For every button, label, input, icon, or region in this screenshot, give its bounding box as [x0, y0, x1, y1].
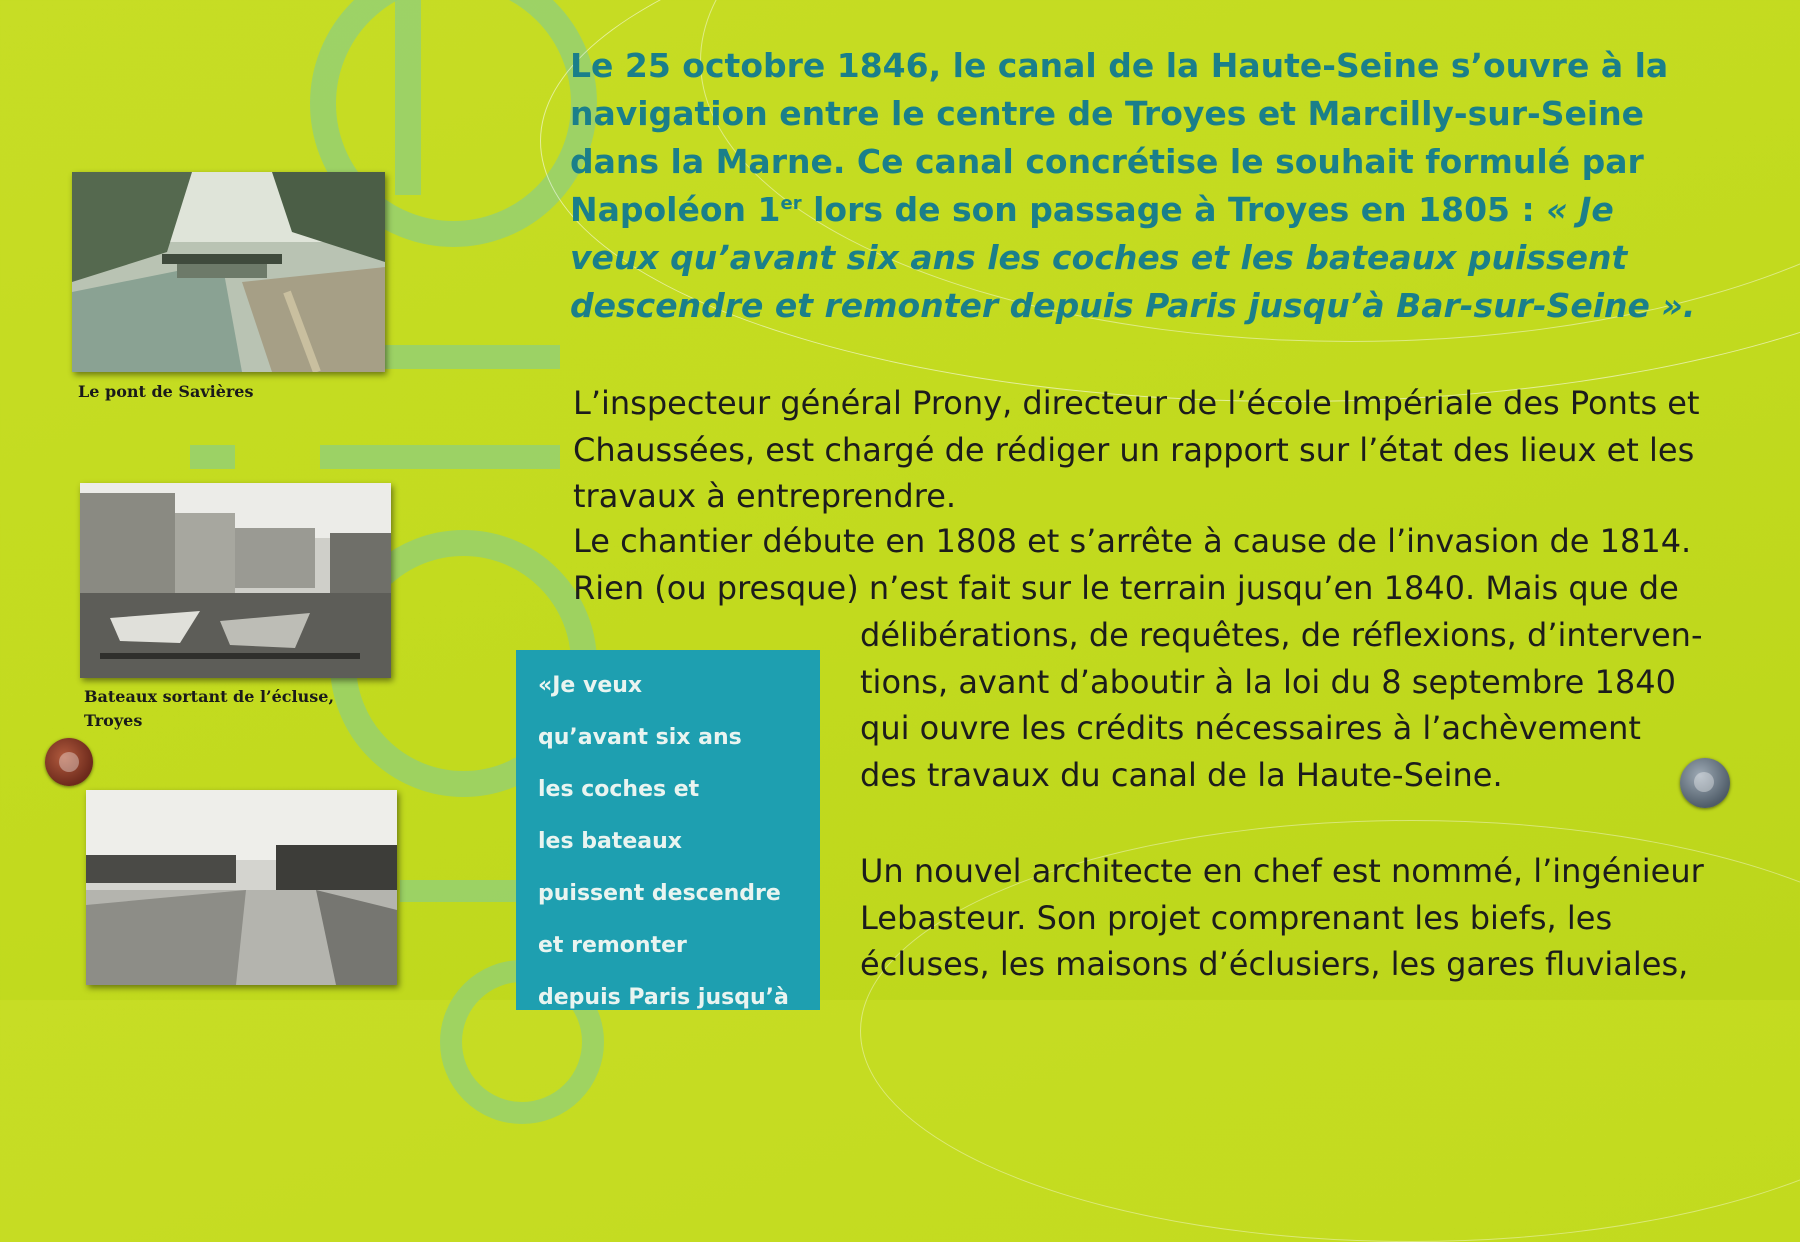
decorative-bar — [190, 445, 235, 469]
decorative-bar — [395, 0, 421, 195]
quote-line: les bateaux — [538, 829, 682, 854]
quote-line: et remonter — [538, 933, 687, 958]
photo-caption: Bateaux sortant de l’écluse, Troyes — [84, 687, 335, 730]
screw-icon — [45, 738, 93, 786]
photo-caption: Le pont de Savières — [78, 382, 254, 401]
quote-line: depuis Paris jusqu’à — [538, 985, 789, 1010]
paragraph-deliberations: délibérations, de requêtes, de réflexions, d’interven-tions, avant d’aboutir à la loi du 8 septembre 1840 qui ouvre les crédits nécessaires à l’achèvement des travaux du canal de la Haute-Seine. — [860, 616, 1703, 794]
quote-box — [516, 650, 820, 1010]
intro-paragraph — [570, 42, 1700, 330]
intro-superscript: er — [780, 193, 802, 214]
paragraph-prony: L’inspecteur général Prony, directeur de l’école Impériale des Ponts et Chaussées, est chargé de rédiger un rapport sur l’état des lieux et les travaux à entreprendre. — [573, 384, 1700, 515]
quote-line: «Je veux — [538, 673, 643, 698]
paragraph-chantier: Le chantier débute en 1808 et s’arrête à cause de l’invasion de 1814. — [573, 522, 1692, 560]
decorative-bar — [400, 880, 520, 902]
photo-bateaux-ecluse — [80, 483, 391, 678]
quote-line: puissent descendre — [538, 881, 781, 906]
paragraph-architecte: Un nouvel architecte en chef est nommé, l’ingénieur Lebasteur. Son projet comprenant les biefs, les écluses, les maisons d’éclusiers, les gares fluviales, — [860, 852, 1704, 983]
napoleon-quote: « Je veux qu’avant six ans les coches et les bateaux puissent descendre et remonter depuis Paris jusqu’à Bar-sur-Seine ». — [570, 190, 1696, 325]
paragraph-rien: Rien (ou presque) n’est fait sur le terrain jusqu’en 1840. Mais que de — [573, 569, 1679, 607]
decorative-bar — [380, 345, 560, 369]
photo-canal-quai — [86, 790, 397, 985]
decorative-bar — [320, 445, 560, 469]
intro-text: Le 25 octobre 1846, le canal de la Haute-Seine s’ouvre à la navigation entre le centre de Troyes et Marcilly-sur-Seine dans la Marne. Ce canal concrétise le souhait formulé par Napoléon 1 — [570, 46, 1669, 229]
quote-line: qu’avant six ans — [538, 725, 742, 750]
quote-line: les coches et — [538, 777, 700, 802]
photo-pont-de-savieres — [72, 172, 385, 372]
intro-text-continued: lors de son passage à Troyes en 1805 : — [801, 190, 1547, 229]
